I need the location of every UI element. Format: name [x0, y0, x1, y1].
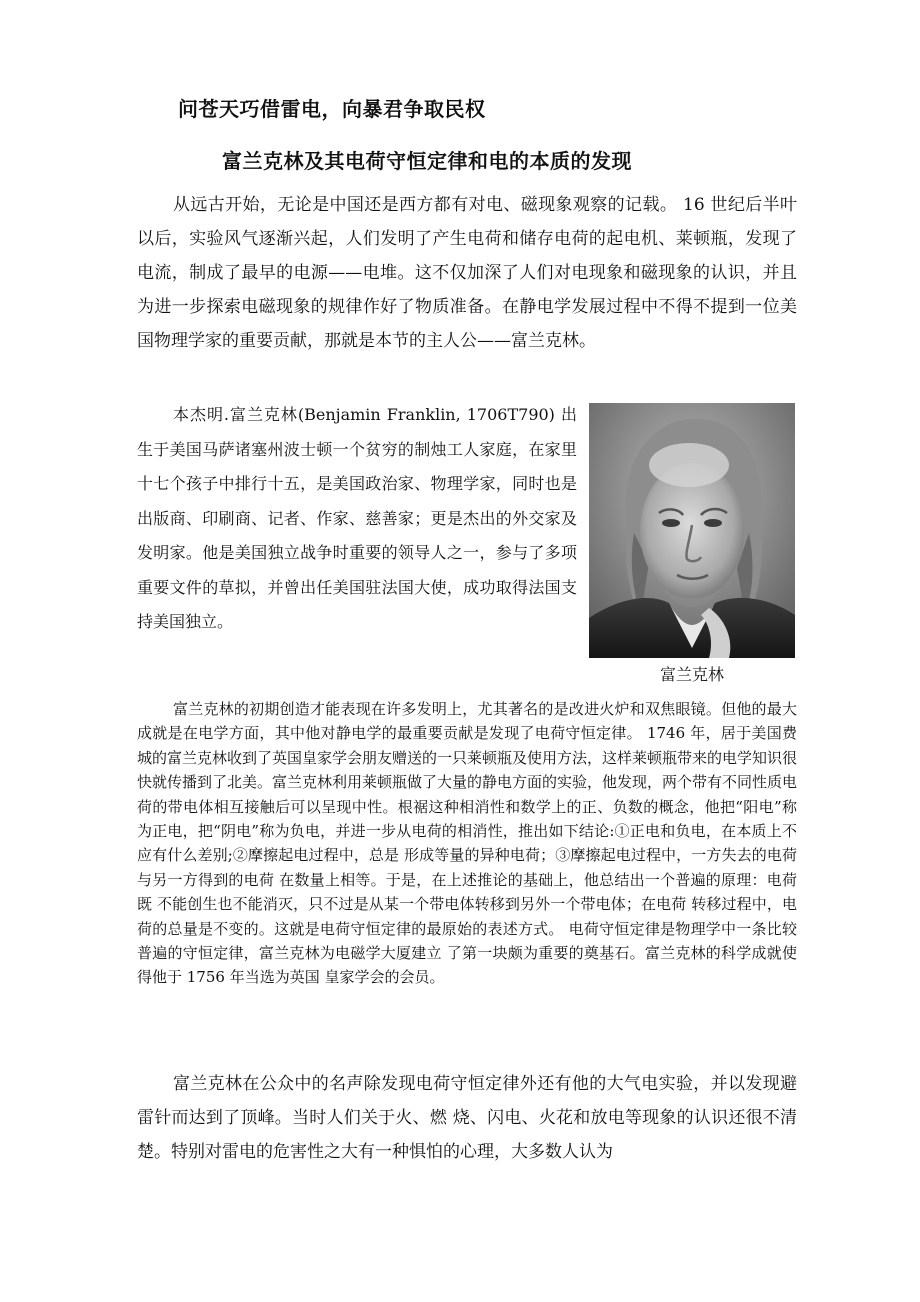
portrait-illustration	[589, 403, 795, 658]
paragraph-intro: 从远古开始，无论是中国还是西方都有对电、磁现象观察的记载。 16 世纪后半叶以后，实验风气逐渐兴起，人们发明了产生电荷和储存电荷的起电机、莱顿瓶，发现了电流，制成了最早的电源——电堆。这不仅加深了人们对电现象和磁现象的认识，并且为进一步探索电磁现象的规律作好了物质准备。在静电学发展过程中不得不提到一位美国物理学家的重要贡献，那就是本节的主人公——富兰克林。	[137, 195, 797, 351]
paragraph-biography: 本杰明.富兰克林(Benjamin Franklin, 1706T790) 出生于美国马萨诸塞州波士顿一个贫穷的制烛工人家庭，在家里十七个孩子中排行十五，是美国政治家、物理学家，同时也是出版商、印刷商、记者、作家、慈善家；更是杰出的外交家及发明家。他是美国独立战争时重要的领导人之一，参与了多项重要文件的草拟，并曾出任美国驻法国大使，成功取得法国支持美国独立。	[137, 405, 577, 631]
section-subtitle: 富兰克林及其电荷守恒定律和电的本质的发现	[222, 149, 632, 173]
franklin-portrait	[589, 403, 795, 658]
page-title: 问苍天巧借雷电，向暴君争取民权	[178, 97, 486, 121]
paragraph-achievements: 富兰克林的初期创造才能表现在许多发明上，尤其著名的是改进火炉和双焦眼镜。但他的最大成就是在电学方面，其中他对静电学的最重要贡献是发现了电荷守恒定律。 1746 年，居于美国费城的富兰克林收到了英国皇家学会朋友赠送的一只莱顿瓶及使用方法，这样莱顿瓶带来的电学知识很快就传播到了北美。富兰克林利用莱顿瓶做了大量的静电方面的实验，他发现，两个带有不同性质电荷的带电体相互接触后可以呈现中性。根裾这种相消性和数学上的正、负数的概念，他把“阳电”称为正电，把“阴电”称为负电，并进一步从电荷的相消性，推出如下结论:①正电和负电，在本质上不应有什么差别;②摩擦起电过程中，总是 形成等量的异种电荷；③摩擦起电过程中，一方失去的电荷与另一方得到的电荷 在数量上相等。于是，在上述推论的基础上，他总结出一个普遍的原理：电荷既 不能创生也不能消灭，只不过是从某一个带电体转移到另外一个带电体；在电荷 转移过程中，电荷的总量是不变的。这就是电荷守恒定律的最原始的表述方式。 电荷守恒定律是物理学中一条比较普遍的守恒定律，富兰克林为电磁学大厦建立 了第一块颇为重要的奠基石。富兰克林的科学成就使得他于 1756 年当选为英国 皇家学会的会员。	[137, 700, 798, 987]
paragraph-lightning: 富兰克林在公众中的名声除发现电荷守恒定律外还有他的大气电实验，并以发现避雷针而达到了顶峰。当时人们关于火、燃 烧、闪电、火花和放电等现象的认识还很不清楚。特别对雷电的危害性之大有一种惧怕的心理，大多数人认为	[137, 1074, 797, 1162]
portrait-caption: 富兰克林	[659, 665, 724, 684]
